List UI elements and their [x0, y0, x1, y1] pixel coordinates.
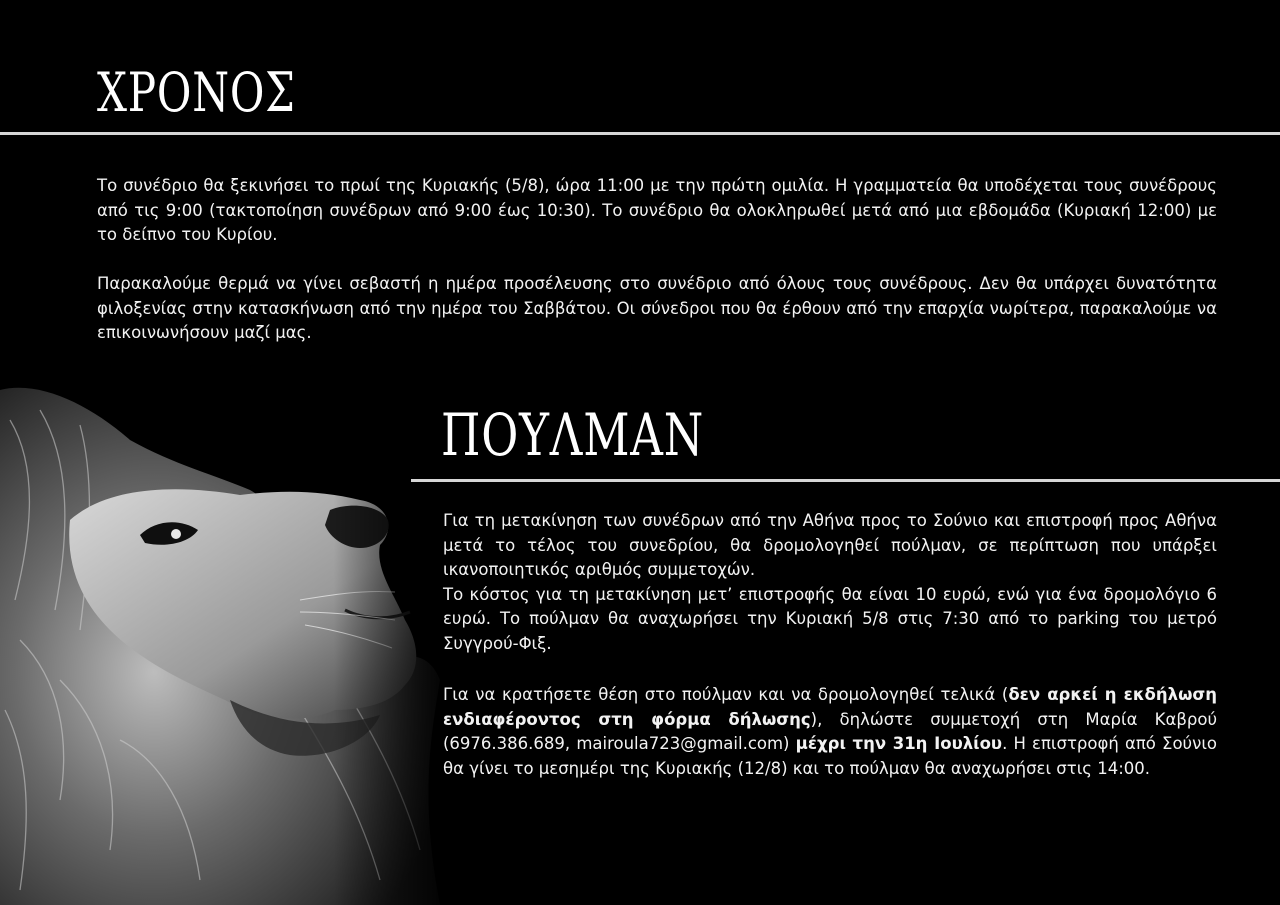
time-paragraph-2: Παρακαλούμε θερμά να γίνει σεβαστή η ημέρα προσέλευσης στο συνέδριο από όλους τους συνέδρους. Δεν θα υπάρχει δυνατότητα φιλοξενίας στην κατασκήνωση από την ημέρα του Σαββάτου. Οι σύνεδροι που θα έρθουν από την επαρχία νωρίτερα, παρακαλούμε να επικοινωνήσουν μαζί μας. [97, 274, 1217, 342]
bus-paragraph-1b: Το κόστος για τη μετακίνηση μετ’ επιστροφής θα είναι 10 ευρώ, ενώ για ένα δρομολόγιο 6 ευρώ. Το πούλμαν θα αναχωρήσει την Κυριακή 5/8 στις 7:30 από το parking του μετρό Συγγρού-Φιξ. [443, 584, 1217, 653]
bus-paragraph-2-part2: ), δηλώστε συμμετοχή στη Μαρία Καβρού (6976.386.689, mairoula723@gmail.com) [443, 709, 1218, 753]
bus-paragraph-2-bold1: δεν αρκεί η εκδήλωση ενδιαφέροντος στη φόρμα δήλωσης [443, 685, 1218, 729]
heading-bus: ΠΟΥΛΜΑΝ [441, 401, 705, 469]
time-paragraph-1: Το συνέδριο θα ξεκινήσει το πρωί της Κυριακής (5/8), ώρα 11:00 με την πρώτη ομιλία. Η γραμματεία θα υποδέχεται τους συνέδρους από τις 9:00 (τακτοποίηση συνέδρων από 9:00 έως 10:30). Το συνέδριο θα ολοκληρωθεί μετά από μια εβδομάδα (Κυριακή 12:00) με το δείπνο του Κυρίου. [97, 176, 1217, 244]
bus-paragraph-1 [443, 509, 1217, 656]
bus-paragraph-2 [443, 683, 1217, 781]
bus-paragraph-2-part3: . Η επιστροφή από Σούνιο θα γίνει το μεσημέρι της Κυριακής (12/8) και το πούλμαν θα αναχωρήσει στις 14:00. [443, 734, 1217, 778]
bus-paragraph-1a: Για τη μετακίνηση των συνέδρων από την Αθήνα προς το Σούνιο και επιστροφή προς Αθήνα μετά το τέλος του συνεδρίου, θα δρομολογηθεί πούλμαν, σε περίπτωση που υπάρξει ικανοποιητικός αριθμός συμμετοχών. [443, 511, 1217, 579]
divider-time [0, 132, 1280, 135]
lion-illustration [0, 380, 445, 905]
heading-time: ΧΡΟΝΟΣ [97, 61, 296, 124]
bus-paragraph-2-part1: Για να κρατήσετε θέση στο πούλμαν και να δρομολογηθεί τελικά ( [443, 685, 1009, 704]
divider-bus [411, 479, 1280, 482]
bus-paragraph-2-bold2: μέχρι την 31η Ιουλίου [795, 734, 1003, 753]
